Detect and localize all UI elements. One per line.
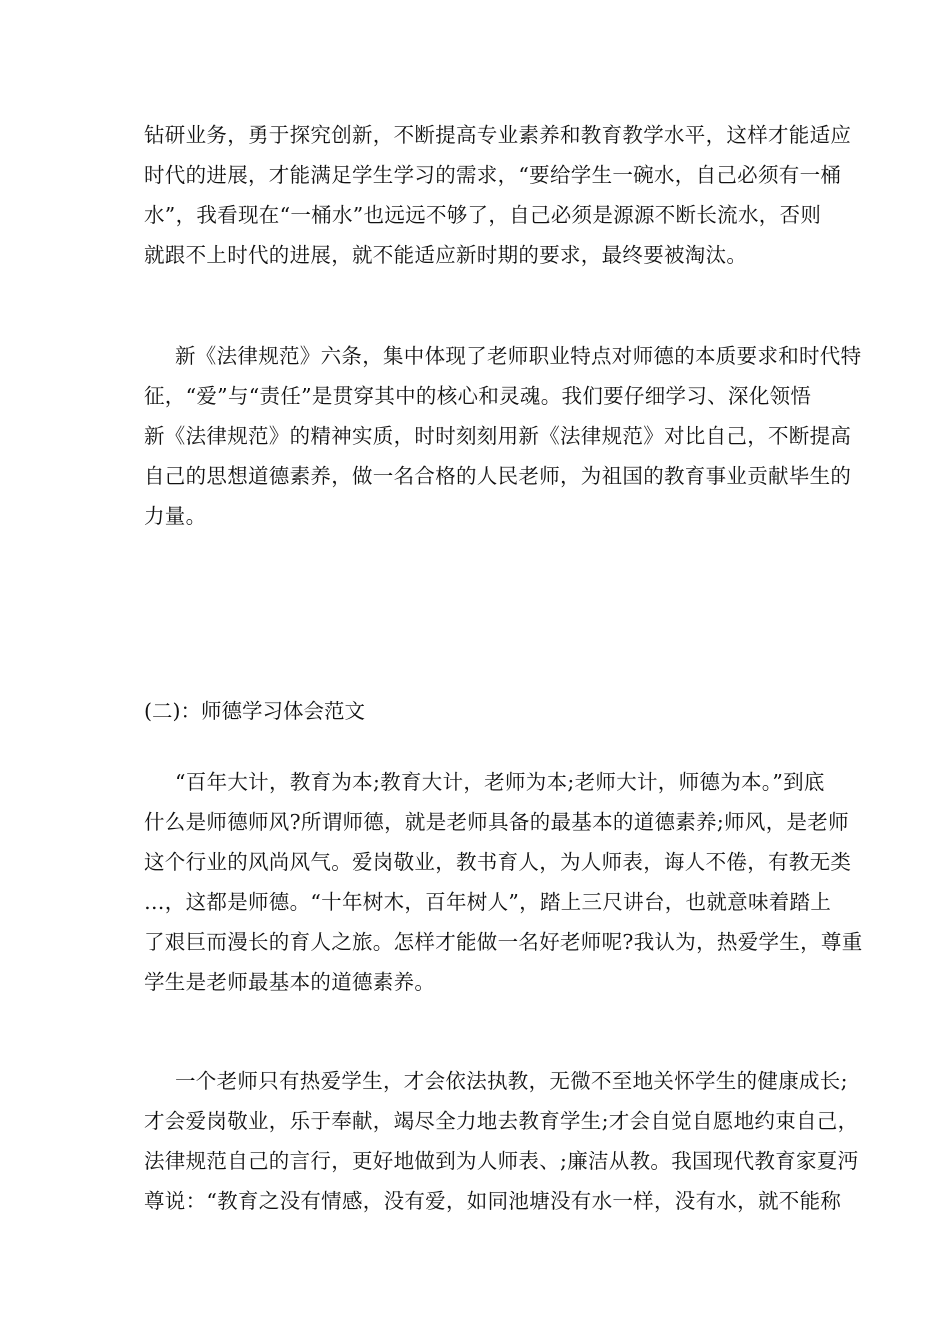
text-line: …，这都是师德。“十年树木，百年树人”，踏上三尺讲台，也就意味着踏上 [144,890,832,914]
paragraph-teacher-ethics [144,762,863,1002]
text-line: “百年大计，教育为本;教育大计，老师为本;老师大计，师德为本。”到底 [175,770,825,794]
text-line: 就跟不上时代的进展，就不能适应新时期的要求，最终要被淘汰。 [144,243,748,267]
text-line: 力量。 [144,504,207,528]
text-line: 才会爱岗敬业，乐于奉献，竭尽全力地去教育学生;才会自觉自愿地约束自己， [144,1109,859,1133]
text-line: 学生是老师最基本的道德素养。 [144,970,436,994]
text-line: 自己的思想道德素养，做一名合格的人民老师，为祖国的教育事业贡献毕生的 [144,464,852,488]
text-line: 一个老师只有热爱学生，才会依法执教，无微不至地关怀学生的健康成长; [175,1069,848,1093]
paragraph-love-students [144,1061,859,1221]
text-line: 尊说：“教育之没有情感，没有爱，如同池塘没有水一样，没有水，就不能称 [144,1189,842,1213]
paragraph-norms [144,336,862,536]
text-line: 新《法律规范》的精神实质，时时刻刻用新《法律规范》对比自己，不断提高 [144,424,852,448]
text-line: 钻研业务，勇于探究创新，不断提高专业素养和教育教学水平，这样才能适应 [144,123,852,147]
text-line: 征，“爱”与“责任”是贯穿其中的核心和灵魂。我们要仔细学习、深化领悟 [144,384,812,408]
text-line: 新《法律规范》六条，集中体现了老师职业特点对师德的本质要求和时代特 [175,344,862,368]
text-line: 这个行业的风尚风气。爱岗敬业，教书育人，为人师表，诲人不倦，有教无类 [144,850,852,874]
text-line: 什么是师德师风?所谓师德，就是老师具备的最基本的道德素养;师风，是老师 [144,810,849,834]
text-line: 水”，我看现在“一桶水”也远远不够了，自己必须是源源不断长流水，否则 [144,203,822,227]
text-line: 法律规范自己的言行，更好地做到为人师表、;廉洁从教。我国现代教育家夏沔 [144,1149,859,1173]
paragraph-continuation [144,115,852,275]
text-line: 了艰巨而漫长的育人之旅。怎样才能做一名好老师呢?我认为，热爱学生，尊重 [144,930,863,954]
section-heading: (二)：师德学习体会范文 [144,699,365,723]
text-line: 时代的进展，才能满足学生学习的需求，“要给学生一碗水，自己必须有一桶 [144,163,842,187]
